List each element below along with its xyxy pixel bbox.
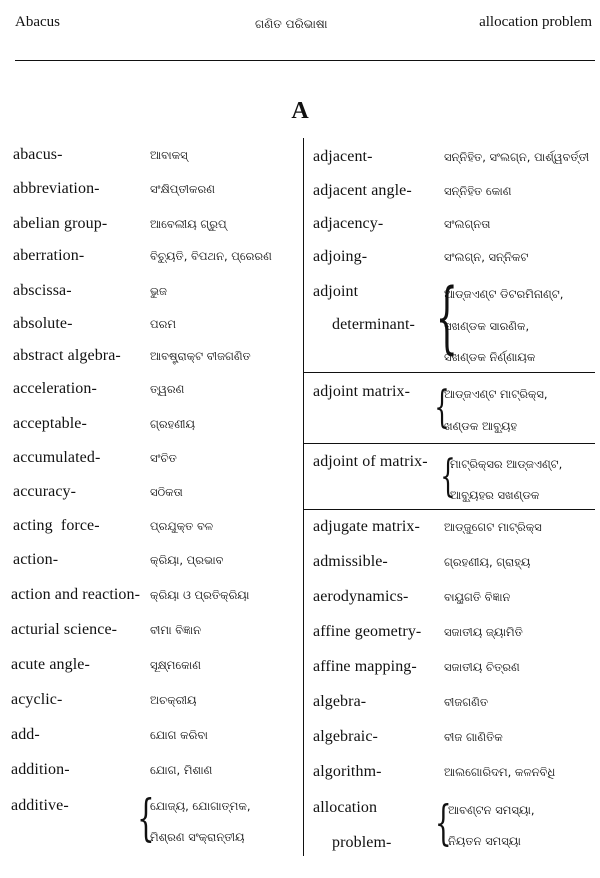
section-letter: A	[291, 98, 309, 124]
entry-gloss: ନିୟତନ ସମସ୍ୟା	[448, 834, 521, 848]
entry-gloss: ସନ୍ନିହିତ, ସଂଲଗ୍ନ, ପାର୍ଶ୍ୱବର୍ତ୍ତୀ	[444, 150, 590, 164]
entry-gloss: ସଜାତୀୟ ଜ୍ୟାମିତି	[444, 625, 523, 639]
curly-brace-icon: {	[435, 273, 458, 363]
entry-term: affine geometry-	[313, 623, 422, 640]
entry-term: action-	[13, 551, 59, 568]
entry-gloss: ଆଡ୍‌ଜଏଣ୍ଟ ଡିଟରମିନାଣ୍ଟ,	[444, 287, 564, 301]
entry-gloss: ଆବଷ୍ଟ୍ରାକ୍ଟ ବୀଜଗଣିତ	[150, 349, 251, 363]
entry-gloss: ଆଡ୍‌ଜୁଗେଟ ମାଟ୍ରିକ୍ସ	[444, 520, 542, 534]
entry-gloss: କ୍ରିୟା, ପ୍ରଭାବ	[150, 553, 224, 567]
entry-term: adjacent angle-	[313, 182, 412, 199]
entry-term: affine mapping-	[313, 658, 417, 675]
entry-gloss: ତ୍ୱରଣ	[150, 382, 185, 396]
entry-gloss: ସଂଲଗ୍ନତା	[444, 217, 491, 231]
entry-gloss: ମିଶ୍ରଣ ସଂକ୍ରାନ୍ତୀୟ	[150, 830, 245, 844]
entry-term: adjoint	[313, 283, 359, 300]
entry-separator	[303, 443, 595, 444]
entry-term: abelian group-	[13, 215, 108, 232]
curly-brace-icon: {	[440, 451, 456, 502]
entry-gloss: ଆଡ୍‌ଜଏଣ୍ଟ ମାଟ୍ରିକ୍ସ,	[444, 387, 548, 401]
entry-term: algebra-	[313, 693, 367, 710]
entry-term-continued: determinant-	[332, 316, 415, 333]
entry-gloss: ଗ୍ରହଣୀୟ, ଗ୍ରାହ୍ୟ	[444, 555, 531, 569]
entry-term-continued: problem-	[332, 834, 392, 851]
entry-term: acceptable-	[13, 415, 87, 432]
curly-brace-icon: {	[137, 789, 155, 847]
entry-gloss: ସଖଣ୍ଡକ ନିର୍ଣ୍ଣାୟକ	[444, 350, 536, 364]
entry-gloss: ସଠିକତା	[150, 485, 183, 499]
header-rule	[15, 60, 595, 61]
entry-gloss: ଭୁଜ	[150, 284, 167, 298]
entry-gloss: ବୀଜ ଗାଣିତିକ	[444, 730, 503, 744]
entry-term: accuracy-	[13, 483, 77, 500]
entry-separator	[303, 372, 595, 373]
curly-brace-icon: {	[434, 795, 452, 851]
entry-gloss: ଯୋଜ୍ୟ, ଯୋଗାତ୍ମକ,	[150, 799, 251, 813]
entry-term: acute angle-	[11, 656, 90, 673]
entry-gloss: ବାୟୁଗତି ବିଜ୍ଞାନ	[444, 590, 511, 604]
entry-gloss: ସନ୍ନିହିତ କୋଣ	[444, 184, 512, 198]
entry-gloss: ଖଣ୍ଡକ ଆବ୍ୟୁହ	[444, 419, 518, 433]
running-header-left: Abacus	[15, 14, 60, 30]
entry-term: action and reaction-	[11, 586, 141, 603]
entry-gloss: ସଂଚିତ	[150, 451, 177, 465]
entry-term: aberration-	[13, 247, 85, 264]
entry-term: additive-	[11, 797, 69, 814]
entry-gloss: ପରମ	[150, 317, 176, 331]
running-header-right: allocation problem	[479, 14, 592, 30]
entry-term: adjoing-	[313, 248, 368, 265]
entry-term: abacus-	[13, 146, 63, 163]
running-header-center: ଗଣିତ ପରିଭାଷା	[255, 17, 328, 31]
entry-term: aerodynamics-	[313, 588, 409, 605]
entry-term: abscissa-	[13, 282, 72, 299]
entry-term: abstract algebra-	[13, 347, 121, 364]
entry-gloss: ଯୋଗ, ମିଶାଣ	[150, 763, 213, 777]
entry-separator	[303, 509, 595, 510]
entry-term: acturial science-	[11, 621, 118, 638]
entry-term: allocation	[313, 799, 378, 816]
entry-gloss: ଆବଣ୍ଟନ ସମସ୍ୟା,	[448, 803, 535, 817]
entry-term: accumulated-	[13, 449, 101, 466]
entry-term: absolute-	[13, 315, 73, 332]
entry-term: adjoint matrix-	[313, 383, 411, 400]
entry-term: adjacent-	[313, 148, 373, 165]
column-divider	[303, 138, 304, 856]
entry-gloss: ଆବାକସ୍	[150, 148, 188, 162]
entry-gloss: ସଂଲଗ୍ନ, ସନ୍ନିକଟ	[444, 250, 529, 264]
entry-term: acting force-	[13, 517, 100, 534]
entry-gloss: ସଖଣ୍ଡକ ସାରଣିକ,	[444, 319, 530, 333]
entry-term: addition-	[11, 761, 70, 778]
entry-gloss: କ୍ରିୟା ଓ ପ୍ରତିକ୍ରିୟା	[150, 588, 250, 602]
entry-gloss: ସଜାତୀୟ ଚିତ୍ରଣ	[444, 660, 520, 674]
entry-term: abbreviation-	[13, 180, 100, 197]
entry-term: adjacency-	[313, 215, 384, 232]
entry-gloss: ଅଚକ୍ରୀୟ	[150, 693, 197, 707]
entry-term: admissible-	[313, 553, 388, 570]
entry-term: acyclic-	[11, 691, 63, 708]
entry-gloss: ବିଚ୍ୟୁତି, ବିପଥନ, ପ୍ରେରଣ	[150, 249, 272, 263]
entry-gloss: ବୀଜଗଣିତ	[444, 695, 489, 709]
entry-gloss: ବୀମା ବିଜ୍ଞାନ	[150, 623, 201, 637]
entry-term: acceleration-	[13, 380, 97, 397]
entry-term: adjoint of matrix-	[313, 453, 428, 470]
entry-gloss: ସୂକ୍ଷ୍ମକୋଣ	[150, 658, 201, 672]
entry-term: add-	[11, 726, 40, 743]
entry-gloss: ଆବ୍ୟୁହର ସଖଣ୍ଡକ	[450, 488, 540, 502]
entry-gloss: ପ୍ରଯୁକ୍ତ ବଳ	[150, 519, 214, 533]
entry-term: adjugate matrix-	[313, 518, 420, 535]
entry-gloss: ଗ୍ରହଣୀୟ	[150, 417, 195, 431]
curly-brace-icon: {	[434, 382, 450, 433]
entry-gloss: ସଂକ୍ଷିପ୍ତୀକରଣ	[150, 182, 215, 196]
entry-gloss: ମାଟ୍ରିକ୍ସର ଆଡ୍‌ଜଏଣ୍ଟ,	[450, 457, 563, 471]
entry-gloss: ଯୋଗ କରିବା	[150, 728, 208, 742]
entry-term: algebraic-	[313, 728, 378, 745]
entry-term: algorithm-	[313, 763, 382, 780]
entry-gloss: ଆଲଗୋରିଦମ, କଳନବିଧି	[444, 765, 556, 779]
entry-gloss: ଆବେଲୀୟ ଗ୍ରୁପ୍	[150, 217, 227, 231]
